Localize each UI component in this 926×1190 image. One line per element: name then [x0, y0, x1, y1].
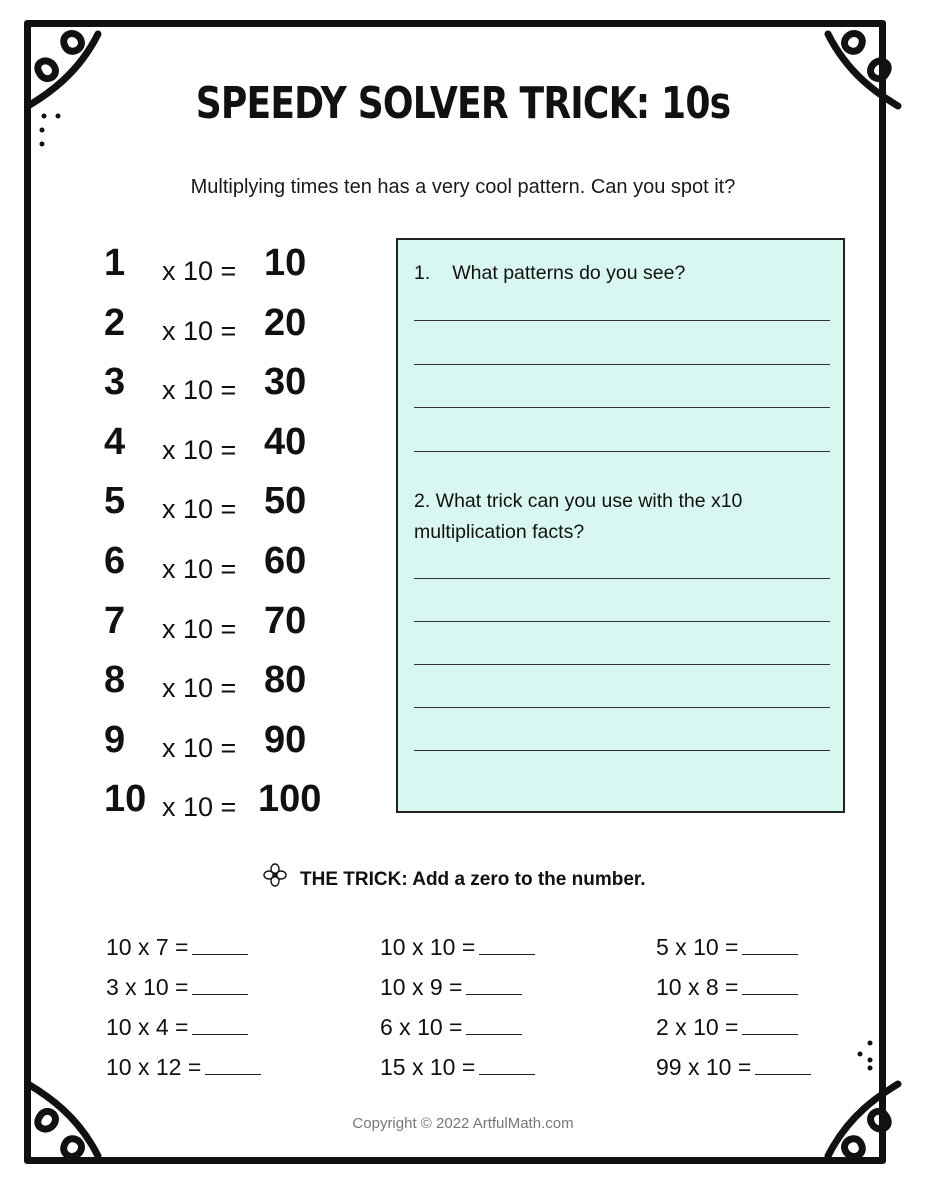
- practice-problem: [106, 1054, 261, 1081]
- fact-multiplicand: 2: [104, 302, 126, 344]
- problem-text: 10 x 10 =: [380, 934, 476, 960]
- fact-result: 80: [264, 659, 307, 701]
- answer-blank[interactable]: [466, 976, 522, 995]
- questions-box: [396, 238, 845, 813]
- fact-row: [104, 719, 364, 765]
- fact-multiplicand: 9: [104, 719, 126, 761]
- problem-text: 99 x 10 =: [656, 1054, 752, 1080]
- answer-blank[interactable]: [742, 1016, 798, 1035]
- question-2: 2. What trick can you use with the x10 multiplication facts?: [414, 490, 743, 543]
- fact-multiplicand: 7: [104, 600, 126, 642]
- question-1-number: 1.: [414, 262, 431, 284]
- fact-operator: x 10 =: [162, 494, 237, 524]
- answer-blank[interactable]: [755, 1056, 811, 1075]
- problem-text: 3 x 10 =: [106, 974, 189, 1000]
- fact-operator: x 10 =: [162, 733, 237, 763]
- practice-problem: [106, 1014, 248, 1041]
- answer-line[interactable]: [414, 750, 830, 751]
- fact-row: [104, 361, 364, 407]
- practice-problem: [106, 974, 248, 1001]
- answer-line[interactable]: [414, 364, 830, 365]
- fact-row: [104, 778, 364, 824]
- fact-row: [104, 421, 364, 467]
- fact-operator: x 10 =: [162, 673, 237, 703]
- question-1-text: What patterns do you see?: [452, 262, 686, 284]
- answer-line[interactable]: [414, 578, 830, 579]
- fact-operator: x 10 =: [162, 316, 237, 346]
- practice-problem: [656, 974, 798, 1001]
- fact-row: [104, 242, 364, 288]
- fact-result: 60: [264, 540, 307, 582]
- answer-line[interactable]: [414, 707, 830, 708]
- fact-operator: x 10 =: [162, 375, 237, 405]
- answer-line[interactable]: [414, 664, 830, 665]
- question-1: [414, 262, 685, 285]
- fact-result: 20: [264, 302, 307, 344]
- fact-result: 100: [258, 778, 322, 820]
- answer-blank[interactable]: [479, 936, 535, 955]
- practice-problem: [106, 934, 248, 961]
- fact-multiplicand: 6: [104, 540, 126, 582]
- answer-blank[interactable]: [205, 1056, 261, 1075]
- answer-line[interactable]: [414, 621, 830, 622]
- answer-blank[interactable]: [192, 976, 248, 995]
- fact-row: [104, 600, 364, 646]
- fact-row: [104, 302, 364, 348]
- answer-blank[interactable]: [192, 936, 248, 955]
- fact-result: 50: [264, 480, 307, 522]
- fact-result: 40: [264, 421, 307, 463]
- practice-problem: [380, 934, 535, 961]
- answer-line[interactable]: [414, 407, 830, 408]
- practice-problem: [656, 1014, 798, 1041]
- fact-result: 30: [264, 361, 307, 403]
- problem-text: 5 x 10 =: [656, 934, 739, 960]
- fact-multiplicand: 4: [104, 421, 126, 463]
- problem-text: 10 x 12 =: [106, 1054, 202, 1080]
- problem-text: 15 x 10 =: [380, 1054, 476, 1080]
- page-title: SPEEDY SOLVER TRICK: 10s: [195, 78, 731, 129]
- problem-text: 10 x 4 =: [106, 1014, 189, 1040]
- fact-row: [104, 480, 364, 526]
- answer-blank[interactable]: [742, 976, 798, 995]
- answer-blank[interactable]: [742, 936, 798, 955]
- fact-multiplicand: 1: [104, 242, 126, 284]
- practice-problem: [380, 1054, 535, 1081]
- fact-operator: x 10 =: [162, 792, 237, 822]
- fact-result: 10: [264, 242, 307, 284]
- practice-problem: [380, 974, 522, 1001]
- problem-text: 10 x 8 =: [656, 974, 739, 1000]
- practice-problem: [380, 1014, 522, 1041]
- problem-text: 10 x 7 =: [106, 934, 189, 960]
- answer-line[interactable]: [414, 451, 830, 452]
- fact-operator: x 10 =: [162, 435, 237, 465]
- fact-result: 70: [264, 600, 307, 642]
- answer-line[interactable]: [414, 320, 830, 321]
- decorative-dots-bottom-right: [854, 1038, 884, 1072]
- answer-blank[interactable]: [466, 1016, 522, 1035]
- fact-row: [104, 540, 364, 586]
- page-subtitle: Multiplying times ten has a very cool pattern. Can you spot it?: [190, 176, 736, 198]
- fact-multiplicand: 10: [104, 778, 147, 820]
- fact-multiplicand: 3: [104, 361, 126, 403]
- answer-blank[interactable]: [479, 1056, 535, 1075]
- decorative-dots-top-left: [36, 110, 66, 154]
- practice-problem: [656, 1054, 811, 1081]
- fact-operator: x 10 =: [162, 256, 237, 286]
- fact-operator: x 10 =: [162, 614, 237, 644]
- answer-blank[interactable]: [192, 1016, 248, 1035]
- fact-multiplicand: 5: [104, 480, 126, 522]
- problem-text: 2 x 10 =: [656, 1014, 739, 1040]
- practice-problem: [656, 934, 798, 961]
- problem-text: 6 x 10 =: [380, 1014, 463, 1040]
- problem-text: 10 x 9 =: [380, 974, 463, 1000]
- trick-statement: THE TRICK: Add a zero to the number.: [300, 869, 646, 890]
- fact-row: [104, 659, 364, 705]
- copyright-notice: Copyright © 2022 ArtfulMath.com: [352, 1115, 574, 1132]
- fact-multiplicand: 8: [104, 659, 126, 701]
- fact-operator: x 10 =: [162, 554, 237, 584]
- flower-icon: [262, 862, 288, 888]
- fact-result: 90: [264, 719, 307, 761]
